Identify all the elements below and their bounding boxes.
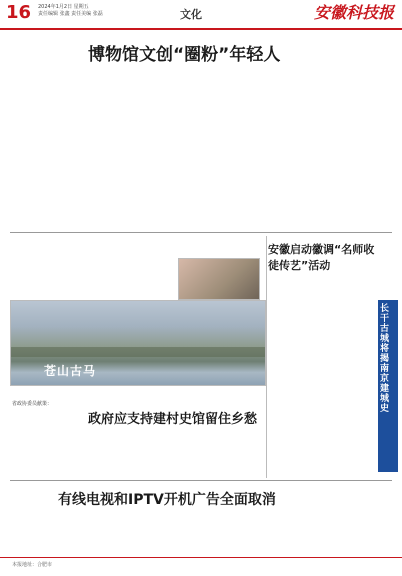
river-bank: [11, 347, 265, 357]
politics-headline: 政府应支持建村史馆留住乡愁: [88, 412, 258, 427]
section-divider: [10, 232, 392, 233]
main-headline: 博物馆文创“圈粉”年轻人: [88, 45, 281, 65]
newspaper-masthead: 安徽科技报: [313, 3, 394, 22]
lower-divider: [10, 480, 392, 481]
editor-credits: 责任编辑 张鑫 责任美编 张磊: [38, 10, 103, 17]
footer-rule: [0, 557, 402, 558]
photo-caption: 苍山古马: [44, 364, 97, 378]
article-photo: [178, 258, 260, 300]
footer-contact: 本报地址：合肥市: [12, 562, 53, 568]
page-header: [0, 0, 402, 30]
sidebar-banner-text: 长干古城将揭南京建城史: [380, 304, 390, 414]
date-line: [38, 4, 103, 17]
iptv-headline: 有线电视和IPTV开机广告全面取消: [58, 492, 276, 508]
issue-date: 2024年1月2日 星期五: [38, 4, 89, 10]
column-divider: [266, 236, 267, 478]
page-number: 16: [6, 2, 32, 23]
side-headline: 安徽启动徽调“名师收徒传艺”活动: [268, 243, 375, 272]
section-title: 文化: [180, 8, 202, 21]
politics-kicker: 省政协委员献策：: [12, 401, 53, 407]
